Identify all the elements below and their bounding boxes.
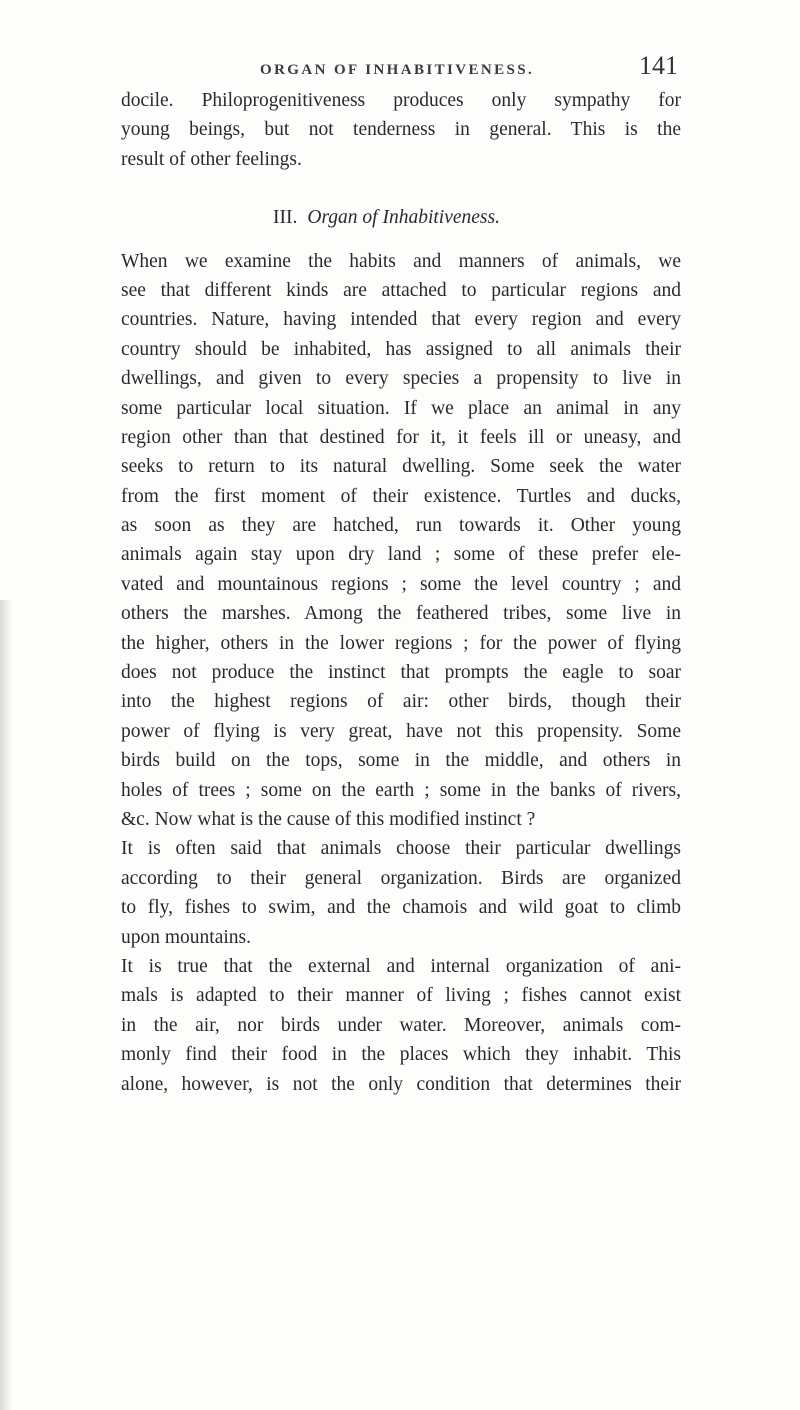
text-line: mals is adapted to their manner of living ; fishes cannot exist: [121, 985, 681, 1007]
text-line: &c. Now what is the cause of this modified instinct ?: [121, 808, 536, 830]
text-line: young beings, but not tenderness in general. This is the: [121, 119, 681, 141]
text-line: some particular local situation. If we place an animal in any: [121, 397, 681, 419]
running-head: [0, 46, 800, 86]
text-line: docile. Philoprogenitiveness produces only sympathy for: [121, 90, 681, 111]
section-heading: [121, 203, 681, 232]
text-line: seeks to return to its natural dwelling. Some seek the water: [121, 456, 681, 478]
text-line: region other than that destined for it, it feels ill or uneasy, and: [121, 426, 681, 448]
text-line: see that different kinds are attached to particular regions and: [121, 279, 681, 301]
text-line: It is true that the external and internal organization of ani-: [121, 955, 681, 977]
text-line: power of flying is very great, have not this propensity. Some: [121, 720, 681, 742]
text-line: When we examine the habits and manners of animals, we: [121, 250, 681, 272]
text-line: in the air, nor birds under water. Moreover, animals com-: [121, 1014, 681, 1036]
text-line: does not produce the instinct that prompts the eagle to soar: [121, 662, 681, 684]
paragraph: [121, 952, 681, 1099]
paragraph: [121, 247, 681, 835]
text-line: dwellings, and given to every species a propensity to live in: [121, 368, 681, 390]
text-line: country should be inhabited, has assigned to all animals their: [121, 338, 681, 360]
body-text: [121, 86, 681, 1099]
text-line: monly find their food in the places which they inhabit. This: [121, 1044, 681, 1066]
page-number: 141: [639, 51, 678, 80]
text-line: It is often said that animals choose their particular dwellings: [121, 838, 681, 860]
section-number: III.: [273, 207, 298, 229]
text-line: vated and mountainous regions ; some the level country ; and: [121, 573, 681, 595]
text-line: from the first moment of their existence. Turtles and ducks,: [121, 485, 681, 507]
text-line: result of other feelings.: [121, 148, 302, 170]
text-line: to fly, fishes to swim, and the chamois and wild goat to climb: [121, 897, 681, 919]
running-title: ORGAN OF INHABITIVENESS.: [260, 62, 535, 78]
text-line: as soon as they are hatched, run towards it. Other young: [121, 515, 681, 537]
text-line: holes of trees ; some on the earth ; some in the banks of rivers,: [121, 779, 681, 801]
paragraph: [121, 834, 681, 952]
text-line: alone, however, is not the only condition that determines their: [121, 1073, 681, 1095]
binding-shadow: [0, 600, 12, 1410]
text-line: animals again stay upon dry land ; some of these prefer ele-: [121, 544, 681, 566]
text-line: the higher, others in the lower regions ; for the power of flying: [121, 632, 681, 654]
text-line: countries. Nature, having intended that every region and every: [121, 309, 681, 331]
text-line: birds build on the tops, some in the middle, and others in: [121, 750, 681, 772]
paragraph: [121, 86, 681, 174]
text-line: upon mountains.: [121, 926, 251, 948]
text-line: according to their general organization. Birds are organized: [121, 867, 681, 889]
section-title: Organ of Inhabitiveness.: [307, 207, 500, 229]
text-line: others the marshes. Among the feathered tribes, some live in: [121, 603, 681, 625]
text-line: into the highest regions of air: other birds, though their: [121, 691, 681, 713]
